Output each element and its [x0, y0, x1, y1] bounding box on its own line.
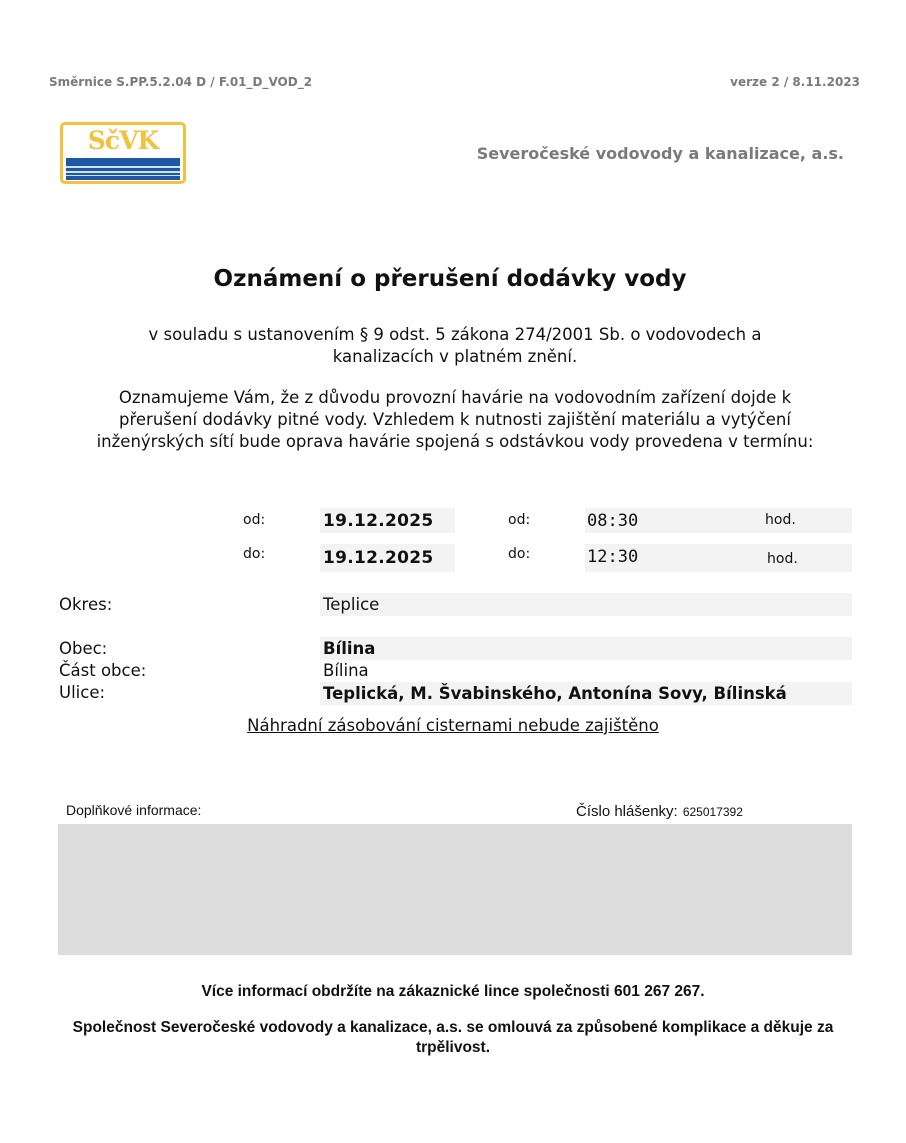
company-logo: [60, 122, 186, 184]
district-label: Okres:: [59, 595, 113, 614]
logo-stripe: [66, 171, 180, 173]
logo-water-band: [66, 158, 180, 180]
company-name: Severočeské vodovody a kanalizace, a.s.: [476, 144, 844, 163]
time-to-label: do:: [508, 546, 531, 562]
page-title: Oznámení o přerušení dodávky vody: [213, 266, 687, 292]
apology-text: Společnost Severočeské vodovody a kanalizace, a.s. se omlouvá za způsobené komplikace a děkuje za trpělivost.: [72, 1019, 834, 1056]
time-from-unit: hod.: [765, 512, 796, 528]
date-to-label: do:: [243, 546, 266, 562]
streets-label: Ulice:: [59, 683, 106, 702]
additional-info-box: [58, 824, 852, 955]
district-value: Teplice: [320, 593, 852, 616]
streets-value: Teplická, M. Švabinského, Antonína Sovy, Bílinská: [320, 682, 852, 705]
municipality-part-value: Bílina: [323, 661, 369, 680]
date-from-value: 19.12.2025: [320, 508, 455, 533]
time-to-unit: hod.: [767, 551, 798, 567]
time-from-field: [585, 508, 852, 533]
additional-info-label: Doplňkové informace:: [66, 802, 202, 818]
municipality-value: Bílina: [320, 637, 852, 660]
report-number-label: Číslo hlášenky:: [576, 803, 678, 820]
replacement-supply-note: [0, 716, 906, 735]
report-number-value: 625017392: [682, 805, 743, 819]
municipality-label: Obec:: [59, 639, 108, 658]
time-from-value: 08:30: [587, 511, 639, 531]
legal-basis-text: v souladu s ustanovením § 9 odst. 5 zákona 274/2001 Sb. o vodovodech a kanalizacích v platném znění.: [148, 325, 762, 366]
time-from-label: od:: [508, 512, 531, 528]
date-from-label: od:: [243, 512, 266, 528]
logo-stripe: [66, 175, 180, 176]
municipality-part-label: Část obce:: [59, 661, 147, 680]
logo-text: SčVK: [87, 126, 159, 155]
logo-stripe: [66, 166, 180, 168]
date-to-value: 19.12.2025: [320, 544, 455, 572]
notice-body-text: Oznamujeme Vám, že z důvodu provozní havárie na vodovodním zařízení dojde k přerušení dodávky pitné vody. Vzhledem k nutnosti zajištění materiálu a vytýčení inženýrských sítí bude oprava havárie spojená s odstávkou vody provedena v termínu:: [96, 388, 814, 451]
time-to-value: 12:30: [587, 547, 639, 567]
version-info: verze 2 / 8.11.2023: [730, 75, 860, 89]
replacement-supply-text: Náhradní zásobování cisternami nebude zajištěno: [247, 716, 659, 735]
contact-line: Více informací obdržíte na zákaznické lince společnosti 601 267 267.: [201, 983, 705, 1000]
time-to-field: [585, 544, 852, 572]
directive-code: Směrnice S.PP.5.2.04 D / F.01_D_VOD_2: [49, 75, 313, 89]
report-number: [576, 801, 743, 820]
